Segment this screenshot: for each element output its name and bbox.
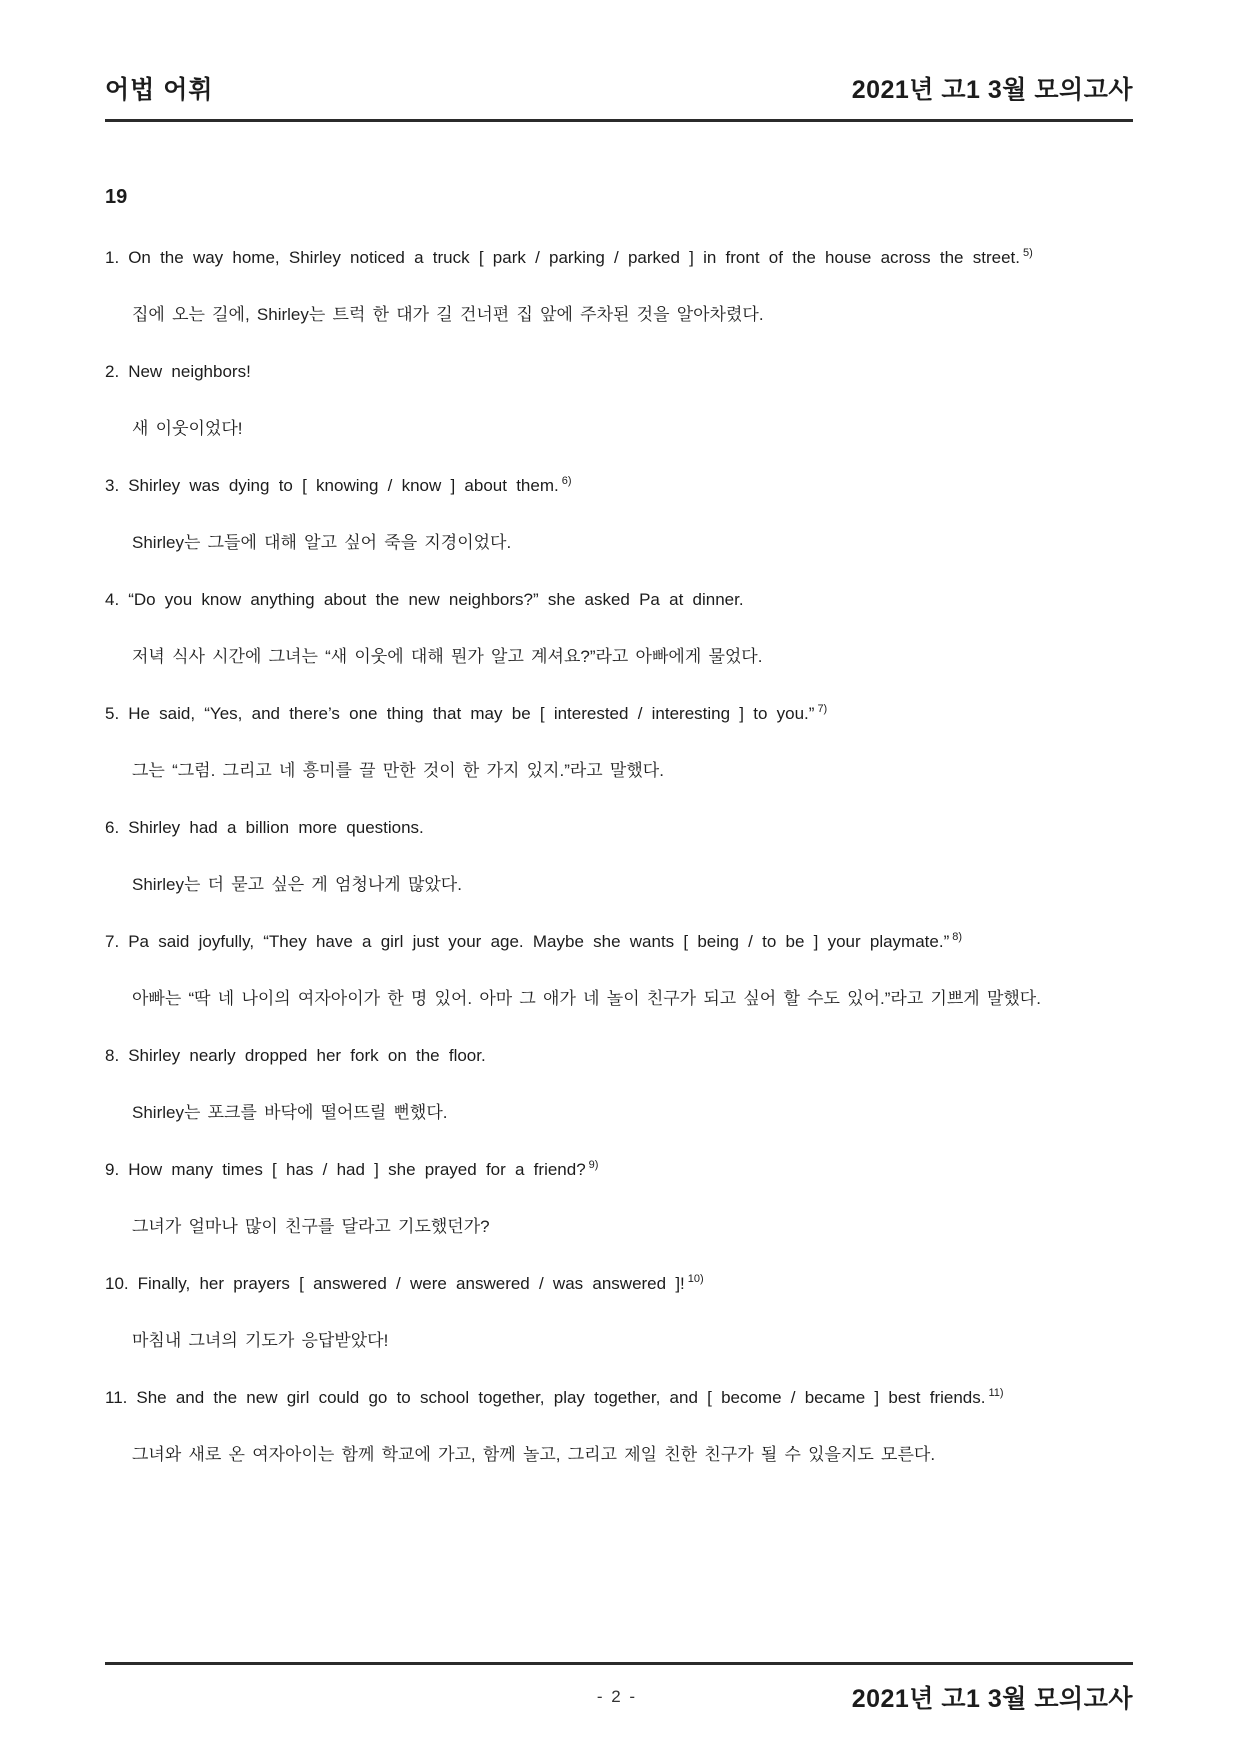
item-korean-translation: 그는 “그럼. 그리고 네 흥미를 끌 만한 것이 한 가지 있지.”라고 말했다. [132,761,664,780]
item-number: 3. [105,476,120,495]
item-number: 8. [105,1046,120,1065]
item-english-line [105,931,1133,952]
footer-right-title: 2021년 고1 3월 모의고사 [851,1685,1133,1713]
item-number: 11. [105,1388,128,1407]
item-english-line [105,1387,1133,1408]
item-3 [105,475,1133,553]
item-2 [105,361,1133,439]
item-english-text: How many times [ has / had ] she prayed for a friend? [128,1160,586,1179]
item-5 [105,703,1133,781]
section-number: 19 [105,186,128,208]
item-korean-translation: 마침내 그녀의 기도가 응답받았다! [132,1331,389,1350]
item-10 [105,1273,1133,1351]
header-right-title: 2021년 고1 3월 모의고사 [851,76,1133,104]
footer-inner [105,1665,1133,1715]
footnote-ref: 6) [561,475,572,487]
item-korean-translation: 그녀가 얼마나 많이 친구를 달라고 기도했던가? [132,1217,490,1236]
item-korean-translation: Shirley는 더 묻고 싶은 게 엄청나게 많았다. [132,875,462,894]
item-korean-translation: Shirley는 그들에 대해 알고 싶어 죽을 지경이었다. [132,533,512,552]
item-korean-translation: 새 이웃이었다! [132,419,243,438]
item-english-text: She and the new girl could go to school together, play together, and [ become / became ] best friends. [136,1388,986,1407]
footnote-ref: 8) [952,931,963,943]
item-number: 9. [105,1160,120,1179]
item-7 [105,931,1133,1009]
item-english-line [105,703,1133,724]
item-4 [105,589,1133,667]
item-korean-translation: Shirley는 포크를 바닥에 떨어뜨릴 뻔했다. [132,1103,448,1122]
item-english-line [105,1273,1133,1294]
item-english-text: Shirley nearly dropped her fork on the floor. [128,1046,486,1065]
item-8 [105,1045,1133,1123]
item-1 [105,247,1133,325]
item-english-text: “Do you know anything about the new neighbors?” she asked Pa at dinner. [128,590,744,609]
footnote-ref: 10) [687,1273,704,1285]
item-english-line [105,1045,1133,1066]
item-korean-translation: 저녁 식사 시간에 그녀는 “새 이웃에 대해 뭔가 알고 계셔요?”라고 아빠에게 물었다. [132,647,763,666]
item-english-text: Shirley had a billion more questions. [128,818,424,837]
item-english-line [105,589,1133,610]
item-english-text: Pa said joyfully, “They have a girl just your age. Maybe she wants [ being / to be ] your playmate.” [128,932,950,951]
item-number: 5. [105,704,120,723]
item-number: 10. [105,1274,129,1293]
page-number: - 2 - [596,1687,638,1706]
item-english-line [105,1159,1133,1180]
item-korean-translation: 집에 오는 길에, Shirley는 트럭 한 대가 길 건너편 집 앞에 주차된 것을 알아차렸다. [132,305,764,324]
page-footer [105,1662,1133,1715]
item-english-line [105,475,1133,496]
item-english-text: Shirley was dying to [ knowing / know ] about them. [128,476,559,495]
footnote-ref: 5) [1022,247,1033,259]
item-11 [105,1387,1133,1465]
item-english-text: Finally, her prayers [ answered / were answered / was answered ]! [137,1274,685,1293]
item-number: 1. [105,248,120,267]
item-number: 2. [105,362,120,381]
item-korean-translation: 그녀와 새로 온 여자아이는 함께 학교에 가고, 함께 놀고, 그리고 제일 친한 친구가 될 수 있을지도 모른다. [132,1445,936,1464]
item-number: 6. [105,818,120,837]
item-english-line [105,817,1133,838]
item-english-text: New neighbors! [128,362,251,381]
item-9 [105,1159,1133,1237]
item-english-text: He said, “Yes, and there’s one thing that may be [ interested / interesting ] to you.” [128,704,815,723]
worksheet-content [105,186,1133,1501]
item-english-text: On the way home, Shirley noticed a truck [ park / parking / parked ] in front of the house across the street. [128,248,1020,267]
item-number: 7. [105,932,120,951]
item-korean-translation: 아빠는 “딱 네 나이의 여자아이가 한 명 있어. 아마 그 애가 네 놀이 친구가 되고 싶어 할 수도 있어.”라고 기쁘게 말했다. [132,989,1041,1008]
page-header [105,70,1133,122]
item-number: 4. [105,590,120,609]
item-6 [105,817,1133,895]
header-left-title: 어법 어휘 [105,76,214,104]
footnote-ref: 9) [588,1159,599,1171]
item-english-line [105,361,1133,382]
item-english-line [105,247,1133,268]
footnote-ref: 11) [988,1387,1004,1399]
footnote-ref: 7) [817,703,828,715]
